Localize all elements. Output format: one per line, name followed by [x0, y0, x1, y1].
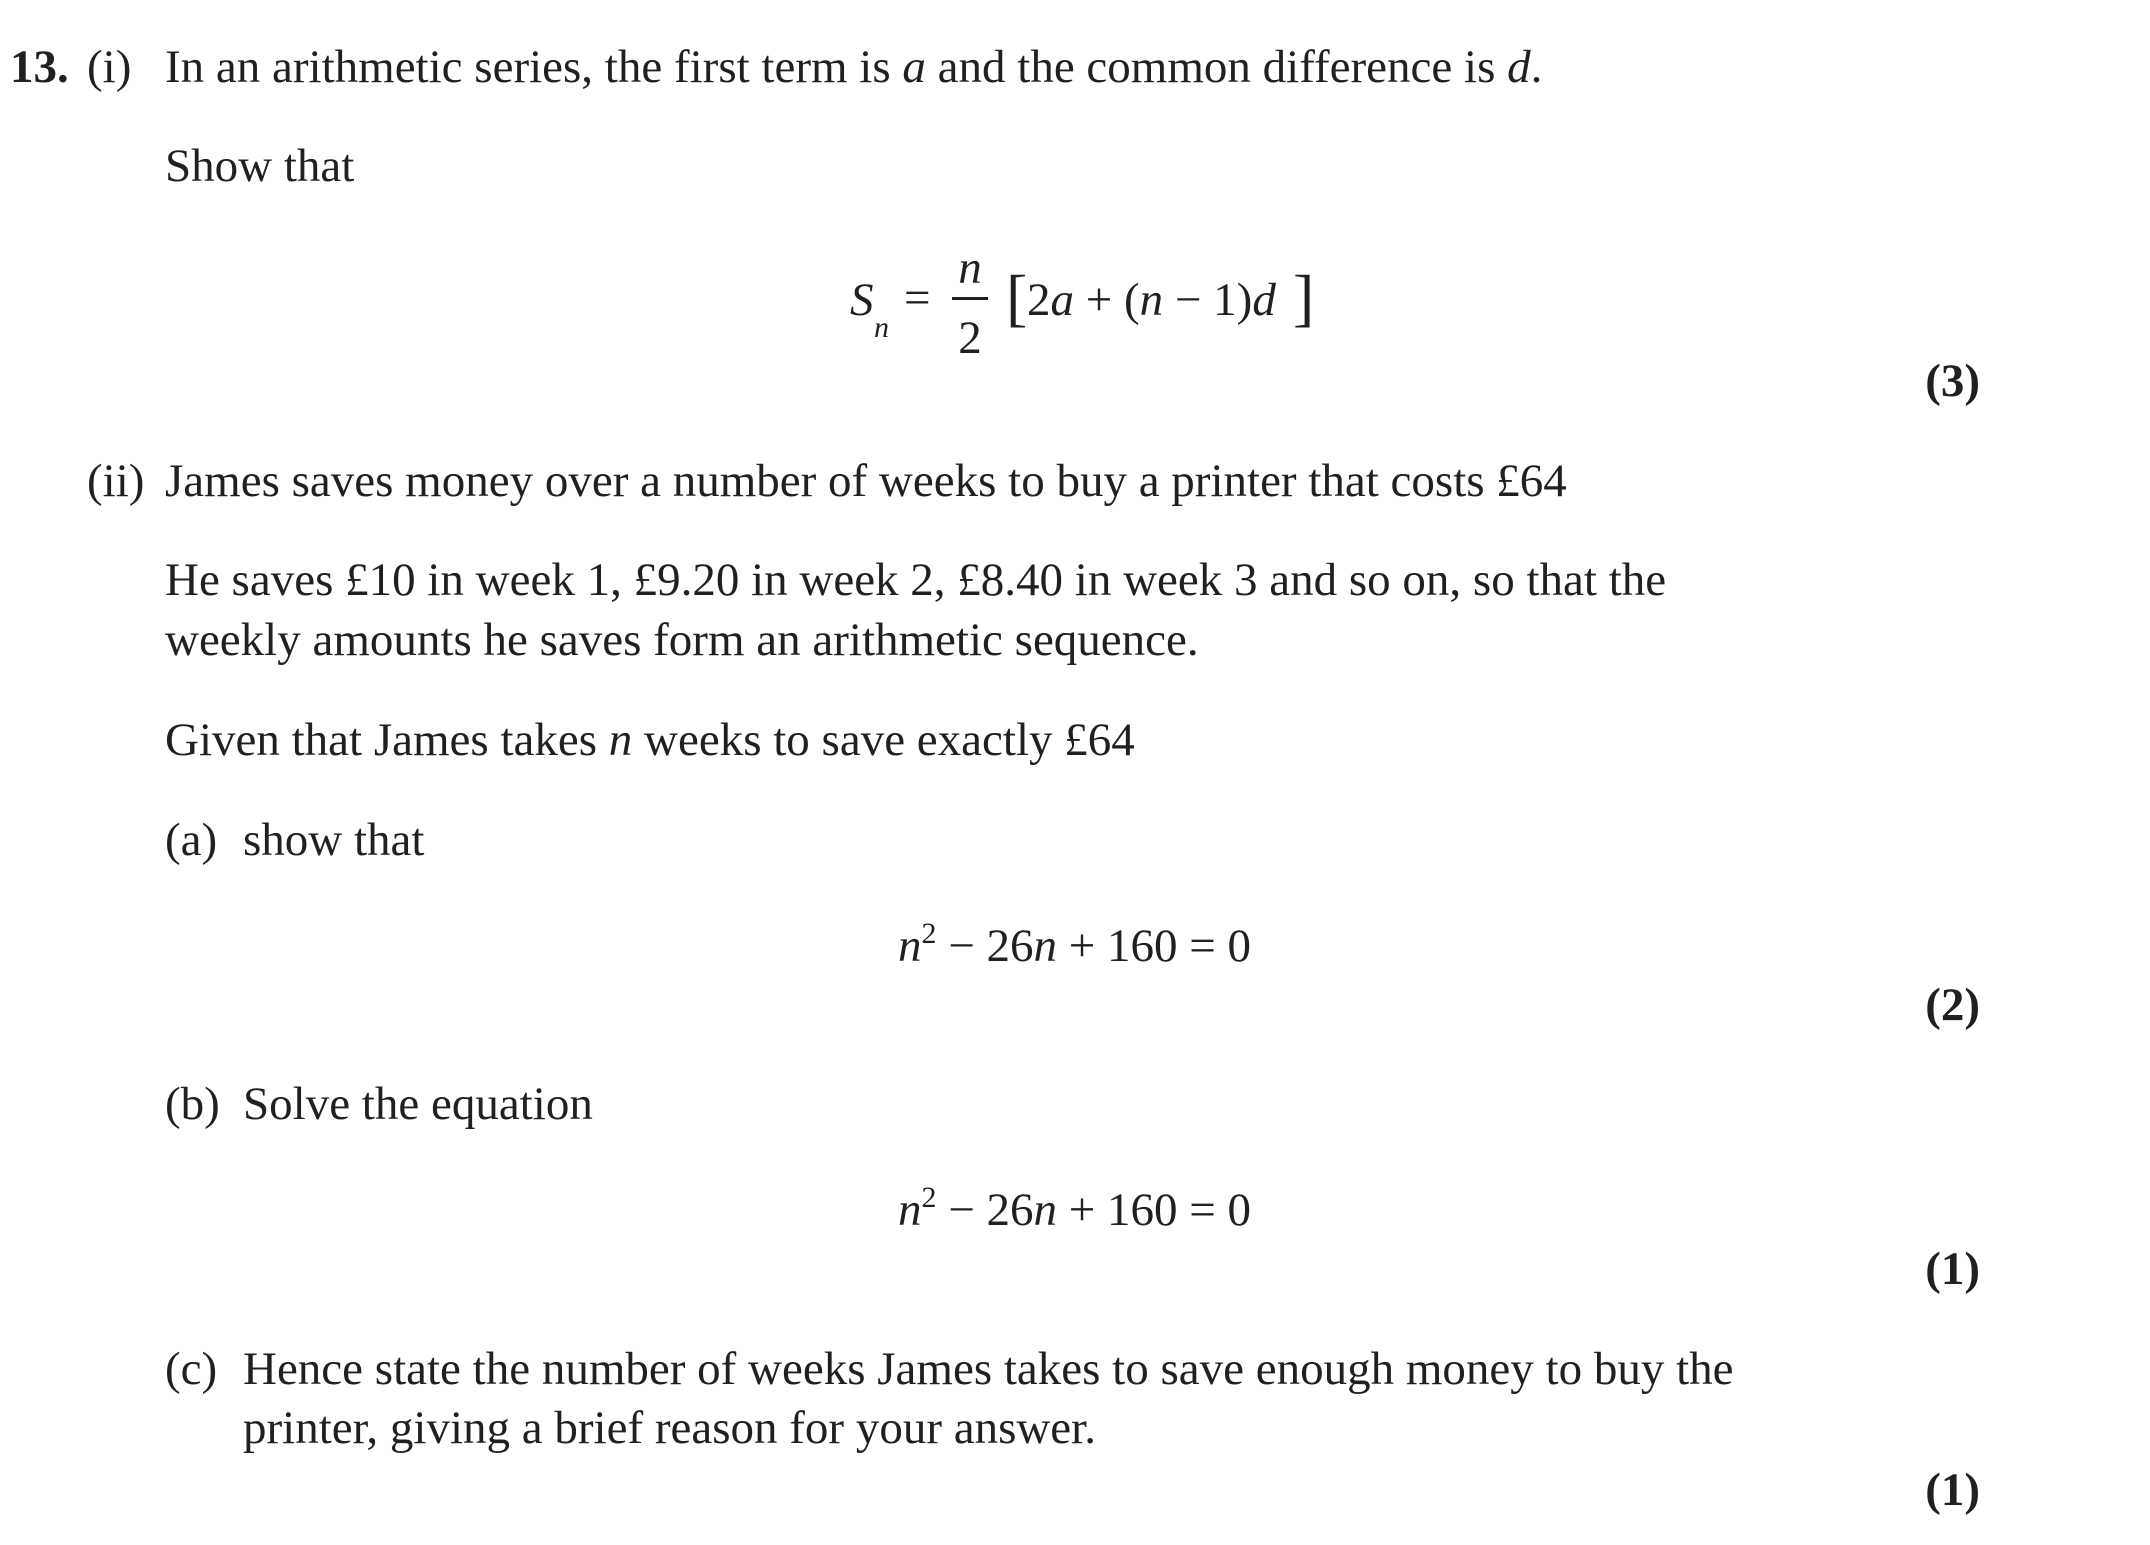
formula-equals: =: [904, 272, 931, 324]
part-c-label: (c): [165, 1343, 218, 1395]
equation-power: 2: [921, 917, 937, 950]
formula-body-n: n: [1139, 274, 1164, 326]
given-text-2: weeks to save exactly £64: [632, 714, 1135, 766]
show-that-label: Show that: [165, 140, 355, 192]
formula-body-1: 2: [1027, 274, 1051, 326]
formula-body: [1027, 274, 1276, 326]
part-i-label: (i): [87, 41, 132, 93]
intro-text-3: .: [1530, 41, 1543, 93]
formula-body-3: − 1): [1163, 274, 1253, 326]
equation-n-2: n: [1033, 920, 1058, 972]
equation-n: n: [898, 920, 922, 972]
part-a-marks: (2): [1925, 979, 1980, 1031]
part-c-line-1: Hence state the number of weeks James takes to save enough money to buy the: [243, 1343, 1734, 1395]
equation-power: 2: [921, 1181, 937, 1214]
formula-denominator: 2: [958, 312, 982, 364]
part-i-intro: [165, 41, 1543, 93]
formula-close-bracket: ]: [1293, 262, 1315, 333]
fraction-bar: [952, 297, 988, 300]
part-ii-line-1: James saves money over a number of weeks to buy a printer that costs £64: [165, 455, 1567, 507]
equation-part-1: − 26: [936, 920, 1034, 972]
part-b-marks: (1): [1925, 1243, 1980, 1295]
formula-body-2: + (: [1074, 274, 1140, 326]
part-a-text: show that: [243, 814, 425, 866]
part-ii-label: (ii): [87, 455, 145, 507]
formula-numerator: n: [958, 242, 982, 294]
variable-a: a: [902, 41, 926, 93]
formula-s: S: [850, 274, 874, 326]
given-variable-n: n: [608, 714, 633, 766]
question-number: 13.: [10, 41, 69, 93]
formula-sub-n: n: [874, 311, 889, 344]
formula-open-bracket: [: [1006, 262, 1028, 333]
part-i-marks: (3): [1925, 355, 1980, 407]
equation-part-2: + 160 = 0: [1057, 1184, 1252, 1236]
given-statement: [165, 714, 1135, 766]
equation-n: n: [898, 1184, 922, 1236]
intro-text-2: and the common difference is: [925, 41, 1508, 93]
equation-part-1: − 26: [936, 1184, 1034, 1236]
formula-body-a: a: [1050, 274, 1074, 326]
part-c-marks: (1): [1925, 1464, 1980, 1516]
part-c-line-2: printer, giving a brief reason for your answer.: [243, 1402, 1096, 1454]
part-b-text: Solve the equation: [243, 1078, 593, 1130]
intro-text-1: In an arithmetic series, the first term is: [165, 41, 903, 93]
part-a-label: (a): [165, 814, 218, 866]
part-a-equation: [898, 917, 1252, 972]
variable-d: d: [1507, 41, 1531, 93]
formula-body-d: d: [1252, 274, 1276, 326]
part-b-label: (b): [165, 1078, 220, 1130]
given-text-1: Given that James takes: [165, 714, 609, 766]
equation-n-2: n: [1033, 1184, 1058, 1236]
part-ii-line-2: He saves £10 in week 1, £9.20 in week 2, £8.40 in week 3 and so on, so that the: [165, 554, 1667, 606]
part-ii-line-3: weekly amounts he saves form an arithmetic sequence.: [165, 614, 1199, 666]
equation-part-2: + 160 = 0: [1057, 920, 1252, 972]
part-b-equation: [898, 1181, 1252, 1236]
